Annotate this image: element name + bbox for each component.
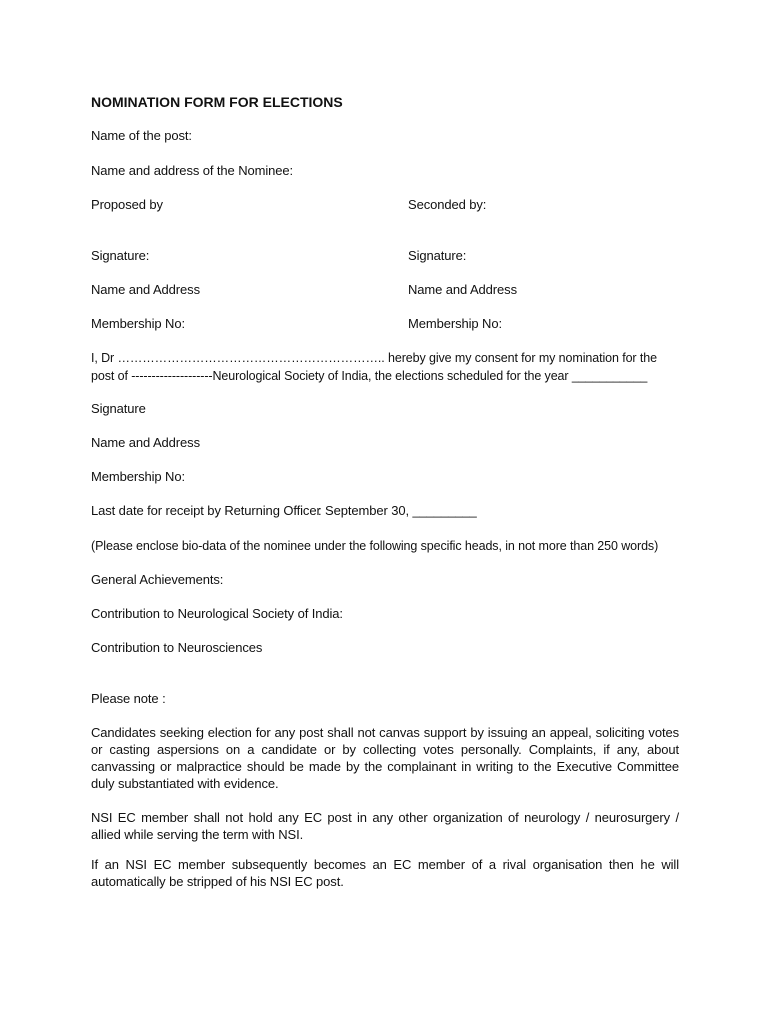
proposer-membership-label: Membership No: [91,316,185,331]
consent-line-2: post of --------------------Neurological Society of India, the elections scheduled for the year ___________ [91,369,648,383]
nominee-membership-label: Membership No: [91,469,185,484]
biodata-note: (Please enclose bio-data of the nominee under the following specific heads, in not more than 250 words) [91,539,659,553]
last-date-value: : September 30, _________ [318,503,477,518]
seconder-membership-label: Membership No: [408,316,502,331]
contribution-nsi-label: Contribution to Neurological Society of India: [91,606,343,621]
please-note-heading: Please note : [91,691,166,706]
general-achievements-label: General Achievements: [91,572,224,587]
proposed-by-label: Proposed by [91,197,163,212]
consent-line-1: I, Dr ……………………………………………………….. hereby give my consent for my nomination for the [91,351,657,365]
last-date-label: Last date for receipt by Returning Officer [91,503,321,518]
form-title: NOMINATION FORM FOR ELECTIONS [91,94,343,110]
proposer-name-address-label: Name and Address [91,282,200,297]
nominee-name-address-field-label: Name and Address [91,435,200,450]
nominee-signature-label: Signature [91,401,146,416]
seconder-name-address-label: Name and Address [408,282,517,297]
note-paragraph-ec-post: NSI EC member shall not hold any EC post in any other organization of neurology / neurosurgery / allied while serving the term with NSI. [91,810,679,842]
note-paragraph-rival-org: If an NSI EC member subsequently becomes an EC member of a rival organisation then he will automatically be stripped of his NSI EC post. [91,857,679,889]
seconded-by-label: Seconded by: [408,197,487,212]
name-of-post-label: Name of the post: [91,128,192,143]
contribution-neuro-label: Contribution to Neurosciences [91,640,263,655]
note-paragraph-canvassing: Candidates seeking election for any post shall not canvas support by issuing an appeal, soliciting votes or casting aspersions on a candidate or by collecting votes personally. Complaints, if any, about canvassing or malpractice should be made by the complainant in writing to the Executive Committee duly substantiated with evidence. [91,725,679,791]
proposer-signature-label: Signature: [91,248,150,263]
nominee-name-address-label: Name and address of the Nominee: [91,163,294,178]
seconder-signature-label: Signature: [408,248,467,263]
